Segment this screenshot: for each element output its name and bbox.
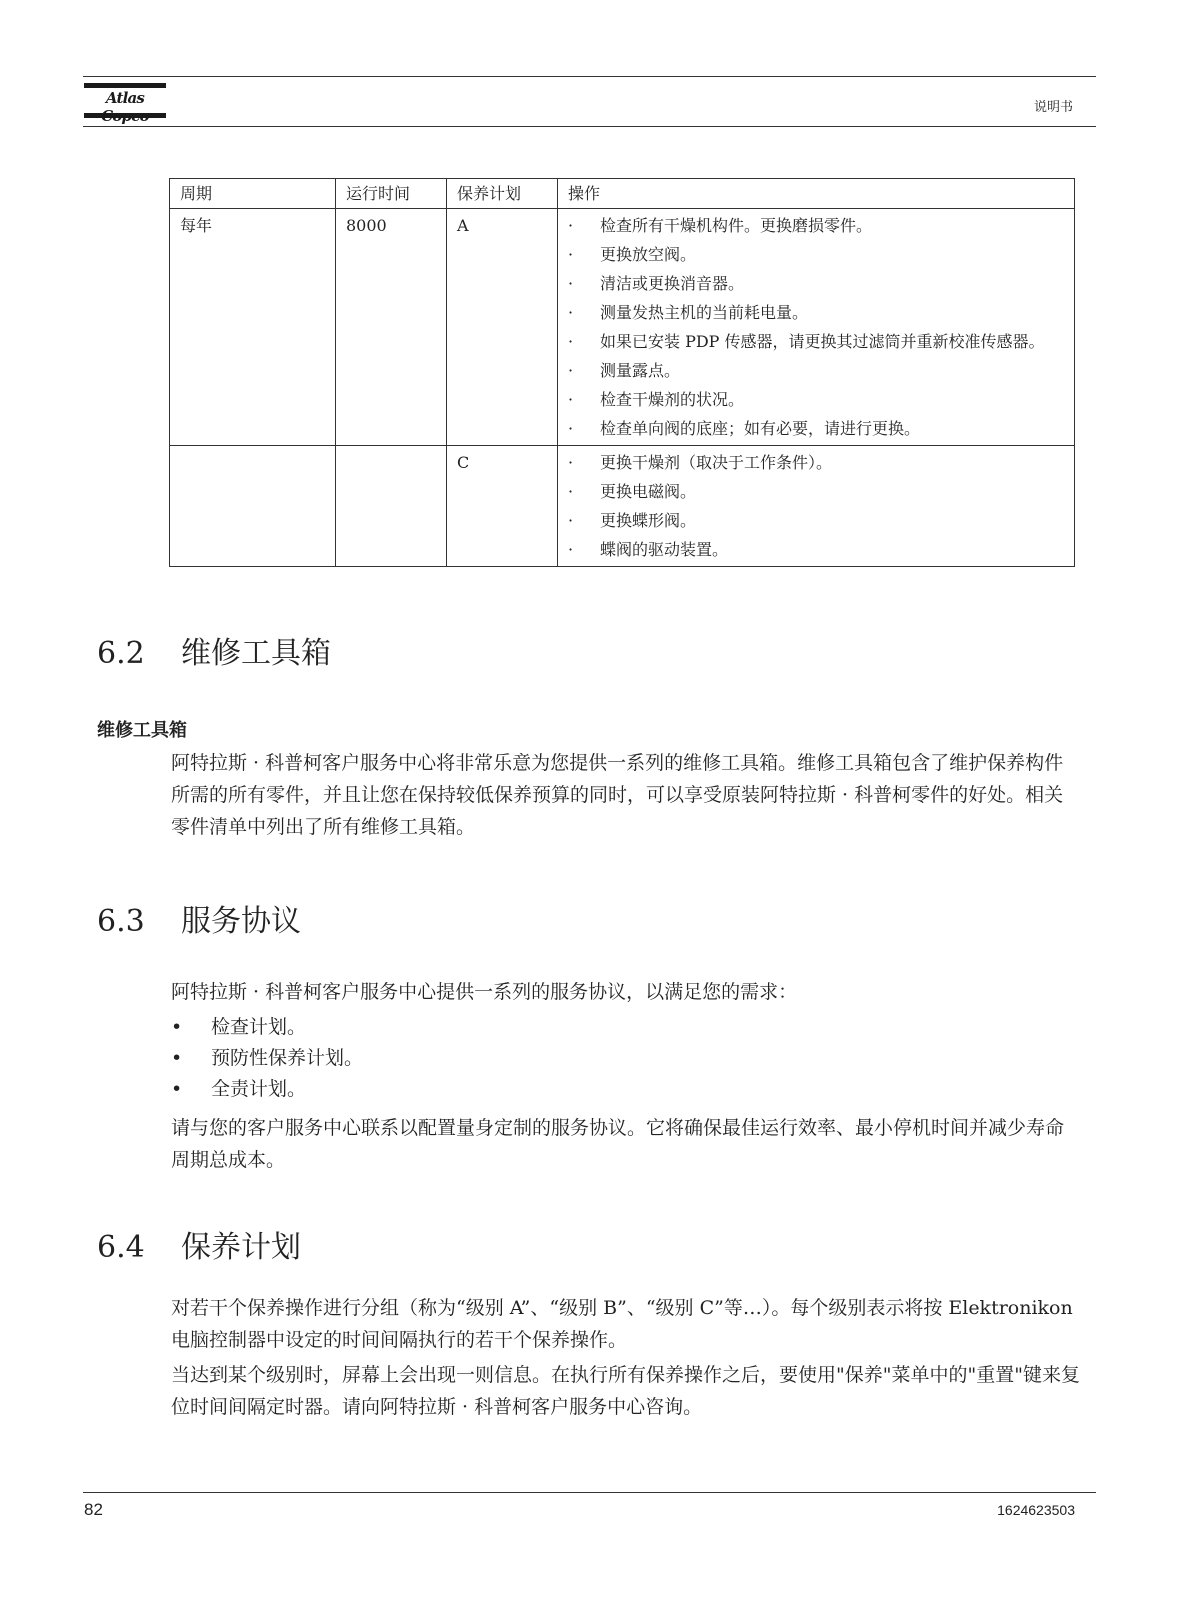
atlas-copco-logo [84,83,166,123]
cell-plan: A [447,209,558,446]
table-row [170,446,1075,567]
cell-period [170,446,336,567]
maintenance-table [169,178,1075,567]
list-item: · 检查干燥剂的状况。 [568,385,1064,414]
section-title: 维修工具箱 [181,636,331,671]
bullet-list [171,1012,363,1105]
document-id: 1624623503 [997,1502,1075,1518]
operations-list [568,211,1064,443]
list-item: · 测量露点。 [568,356,1064,385]
table-row [170,209,1075,446]
list-item: · 更换干燥剂（取决于工作条件）。 [568,448,1064,477]
paragraph: 阿特拉斯 · 科普柯客户服务中心将非常乐意为您提供一系列的维修工具箱。维修工具箱包含了维护保养构件所需的所有零件，并且让您在保持较低保养预算的同时，可以享受原装阿特拉斯 · 科普柯零件的好处。相关零件清单中列出了所有维修工具箱。 [171,752,1064,838]
list-item: · 清洁或更换消音器。 [568,269,1064,298]
list-item: · 更换电磁阀。 [568,477,1064,506]
header-period: 周期 [170,179,336,209]
section-number: 6.4 [97,1230,145,1265]
page-number: 82 [84,1500,103,1519]
section-heading-6-4 [97,1222,301,1266]
list-item: • 检查计划。 [171,1012,363,1043]
paragraph: 当达到某个级别时，屏幕上会出现一则信息。在执行所有保养操作之后，要使用"保养"菜单中的"重置"键来复位时间间隔定时器。请向阿特拉斯 · 科普柯客户服务中心咨询。 [171,1364,1080,1418]
cell-period: 每年 [170,209,336,446]
list-item: • 全责计划。 [171,1074,363,1105]
header-operations: 操作 [558,179,1075,209]
section-heading-6-2 [97,628,331,672]
paragraph: 对若干个保养操作进行分组（称为“级别 A”、“级别 B”、“级别 C”等…）。每个级别表示将按 Elektronikon 电脑控制器中设定的时间间隔执行的若干个保养操作。 [171,1297,1073,1351]
cell-hours: 8000 [336,209,447,446]
logo-text: Atlas [105,89,145,107]
header-hours: 运行时间 [336,179,447,209]
list-item: · 如果已安装 PDP 传感器，请更换其过滤筒并重新校准传感器。 [568,327,1064,356]
document-type: 说明书 [1033,100,1073,115]
table-header-row [170,179,1075,209]
paragraph: 阿特拉斯 · 科普柯客户服务中心提供一系列的服务协议，以满足您的需求： [171,981,798,1003]
logo-bar-top [84,83,166,88]
list-item: · 检查单向阀的底座；如有必要，请进行更换。 [568,414,1064,443]
header-plan: 保养计划 [447,179,558,209]
footer-rule [83,1492,1096,1493]
cell-operations [558,209,1075,446]
list-item: · 测量发热主机的当前耗电量。 [568,298,1064,327]
section-number: 6.2 [97,636,145,671]
list-item: • 预防性保养计划。 [171,1043,363,1074]
logo-bar-bottom [84,113,166,118]
section-title: 服务协议 [181,904,301,939]
list-item: · 蝶阀的驱动装置。 [568,535,1064,564]
cell-operations [558,446,1075,567]
subsection-heading: 维修工具箱 [97,720,187,741]
header-top-rule [83,76,1096,77]
section-title: 保养计划 [181,1230,301,1265]
header-bottom-rule [83,126,1096,127]
cell-hours [336,446,447,567]
section-heading-6-3 [97,896,301,940]
list-item: · 更换蝶形阀。 [568,506,1064,535]
list-item: · 检查所有干燥机构件。更换磨损零件。 [568,211,1064,240]
cell-plan: C [447,446,558,567]
paragraph: 请与您的客户服务中心联系以配置量身定制的服务协议。它将确保最佳运行效率、最小停机时间并减少寿命周期总成本。 [171,1117,1065,1171]
operations-list [568,448,1064,564]
list-item: · 更换放空阀。 [568,240,1064,269]
section-number: 6.3 [97,904,145,939]
